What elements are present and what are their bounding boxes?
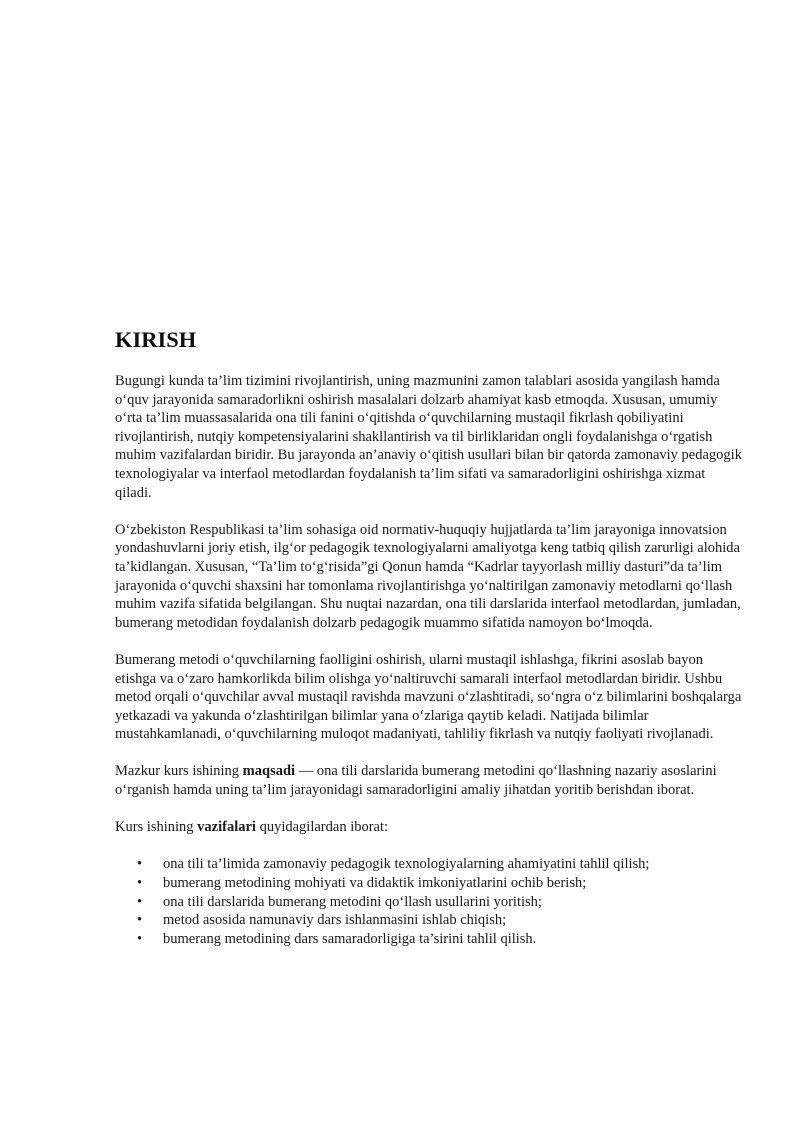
list-item: [115, 893, 745, 912]
document-page: [115, 326, 745, 948]
tasks-intro-paragraph: [115, 818, 745, 837]
goal-keyword: maqsadi: [242, 763, 296, 780]
list-item-text: ona tili ta’limida zamonaviy pedagogik texnologiyalarning ahamiyatini tahlil qilish;: [163, 856, 650, 873]
tasks-suffix: quyidagilardan iborat:: [255, 819, 389, 836]
intro-paragraph-1: Bugungi kunda ta’lim tizimini rivojlantirish, uning mazmunini zamon talablari asosida yangilash hamda o‘quv jarayonida samaradorlikni oshirish masalalari dolzarb ahamiyat kasb etmoqda. Xususan, umumiy o‘rta ta’lim muassasalarida ona tili fanini o‘qitishda o‘quvchilarning mustaqil fikrlash qobiliyatini rivojlantirish, nutqiy kompetensiyalarini shakllantirish va til birliklaridan ongli foydalanishga o‘rgatish muhim vazifalardan biridir. Bu jarayonda an’anaviy o‘qitish usullari bilan bir qatorda zamonaviy pedagogik texnologiyalar va interfaol metodlardan foydalanish ta’lim sifati va samaradorligini oshirishga xizmat qiladi.: [115, 373, 742, 501]
list-item-text: bumerang metodining dars samaradorligiga ta’sirini tahlil qilish.: [163, 930, 537, 947]
list-item-text: metod asosida namunaviy dars ishlanmasini ishlab chiqish;: [163, 912, 507, 929]
list-item-text: bumerang metodining mohiyati va didaktik imkoniyatlarini ochib berish;: [163, 875, 587, 892]
tasks-list: [115, 855, 745, 948]
bullet-icon: •: [137, 893, 143, 910]
list-item: [115, 874, 745, 893]
list-item-text: ona tili darslarida bumerang metodini qo‘llash usullarini yoritish;: [163, 893, 542, 910]
bullet-icon: •: [137, 856, 143, 873]
goal-suffix: — ona tili darslarida bumerang metodini qo‘llashning nazariy asoslarini o‘rganish hamda uning ta’lim jarayonidagi samaradorligini amaliy jihatdan yoritib berishdan iborat.: [115, 763, 717, 799]
list-item: [115, 930, 745, 949]
tasks-keyword: vazifalari: [197, 819, 256, 836]
intro-paragraph-2: O‘zbekiston Respublikasi ta’lim sohasiga oid normativ-huquqiy hujjatlarda ta’lim jarayoniga innovatsion yondashuvlarni joriy etish, ilg‘or pedagogik texnologiyalarni amaliyotga keng tatbiq qilish zarurligi alohida ta’kidlangan. Xususan, “Ta’lim to‘g‘risida”gi Qonun hamda “Kadrlar tayyorlash milliy dasturi”da ta’lim jarayonida o‘quvchi shaxsini har tomonlama rivojlantirishga yo‘naltirilgan zamonaviy metodlarni qo‘llash muhim vazifa sifatida belgilangan. Shu nuqtai nazardan, ona tili darslarida interfaol metodlardan, jumladan, bumerang metodidan foydalanish dolzarb pedagogik muammo sifatida namoyon bo‘lmoqda.: [115, 521, 741, 631]
tasks-prefix: Kurs ishining: [115, 819, 198, 836]
bullet-icon: •: [137, 912, 143, 929]
section-heading: KIRISH: [115, 327, 197, 352]
list-item: [115, 855, 745, 874]
bullet-icon: •: [137, 875, 143, 892]
goal-paragraph: [115, 762, 745, 799]
list-item: [115, 911, 745, 930]
goal-prefix: Mazkur kurs ishining: [115, 763, 243, 780]
bullet-icon: •: [137, 930, 143, 947]
intro-paragraph-3: Bumerang metodi o‘quvchilarning faolligini oshirish, ularni mustaqil ishlashga, fikrini asoslab bayon etishga va o‘zaro hamkorlikda bilim olishga yo‘naltiruvchi samarali interfaol metodlardan biridir. Ushbu metod orqali o‘quvchilar avval mustaqil ravishda mavzuni o‘zlashtiradi, so‘ngra o‘z bilimlarini boshqalarga yetkazadi va yakunda o‘zlashtirilgan bilimlar yana o‘zlariga qaytib keladi. Natijada bilimlar mustahkamlanadi, o‘quvchilarning muloqot madaniyati, tahliliy fikrlash va nutqiy faoliyati rivojlanadi.: [115, 651, 742, 743]
